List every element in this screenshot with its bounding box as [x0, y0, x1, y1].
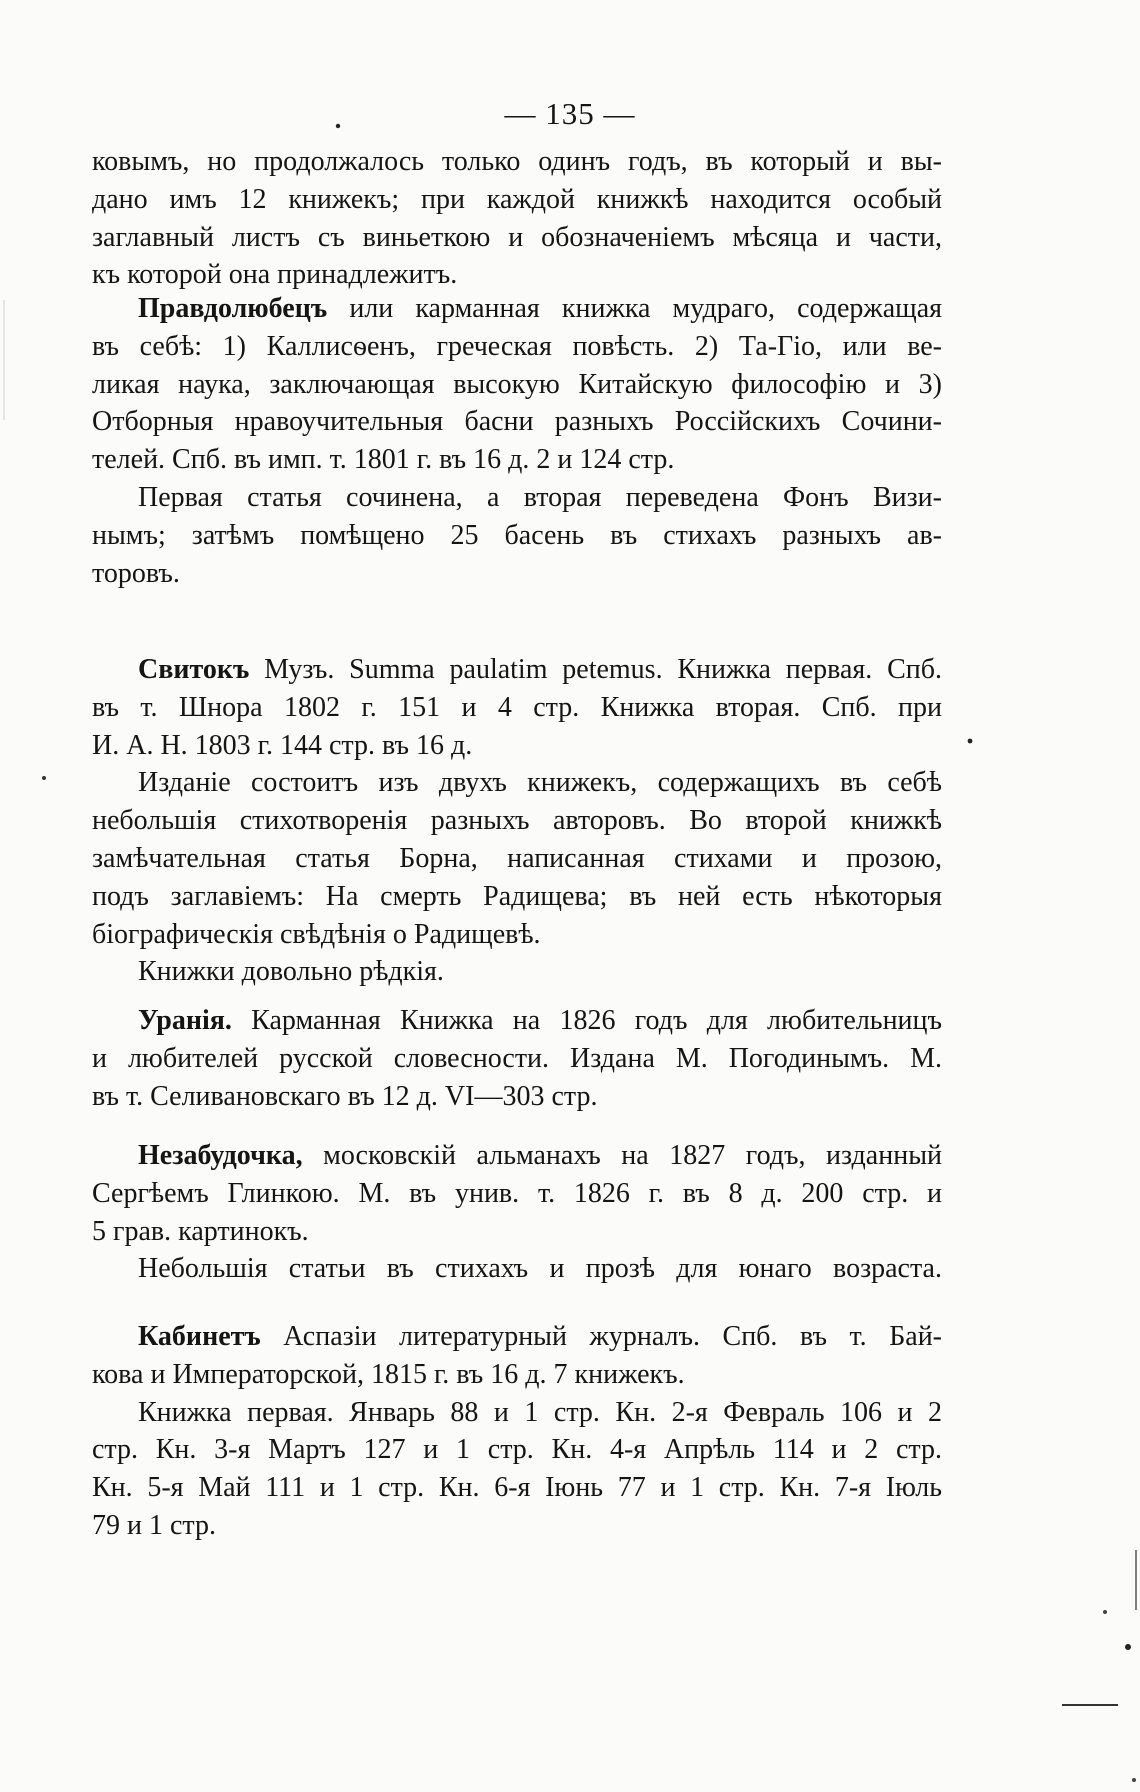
- entry-title: Незабудочка,: [138, 1140, 303, 1171]
- text-line: подъ заглавіемъ: На смерть Радищева; въ ней есть нѣкоторыя: [92, 880, 942, 912]
- text-line: Изданіе состоитъ изъ двухъ книжекъ, содержащихъ въ себѣ: [138, 767, 942, 799]
- text-line: заглавный листъ съ виньеткою и обозначеніемъ мѣсяца и части,: [92, 221, 942, 253]
- text-line: Первая статья сочинена, а вторая переведена Фонъ Визи-: [138, 481, 942, 513]
- text-line: Отборныя нравоучительныя басни разныхъ Россійскихъ Сочини-: [92, 406, 942, 438]
- text-line: и любителей русской словесности. Издана М. Погодинымъ. М.: [92, 1042, 942, 1074]
- text-line: ликая наука, заключающая высокую Китайскую философію и 3): [92, 368, 942, 400]
- entry-text: или карманная книжка мудраго, содержащая: [349, 293, 943, 324]
- text-line: въ себѣ: 1) Каллисѳенъ, греческая повѣсть. 2) Та-Гіо, или ве-: [92, 330, 942, 362]
- entry-text: Музъ. Summa paulatim petemus. Книжка первая. Спб.: [264, 654, 943, 685]
- text-line: 79 и 1 стр.: [92, 1509, 216, 1541]
- entry-title: Свитокъ: [138, 654, 250, 685]
- entry-title: Кабинетъ: [138, 1321, 261, 1352]
- entry-title: Уранія.: [138, 1005, 232, 1036]
- text-line: въ т. Селивановскаго въ 12 д. VI—303 стр.: [92, 1080, 598, 1112]
- text-line: ковымъ, но продолжалось только одинъ годъ, въ который и вы-: [92, 146, 942, 177]
- text-line: стр. Кн. 3-я Мартъ 127 и 1 стр. Кн. 4-я Апрѣль 114 и 2 стр.: [92, 1434, 942, 1466]
- text-line: телей. Спб. въ имп. т. 1801 г. въ 16 д. 2 и 124 стр.: [92, 444, 675, 476]
- text-line: къ которой она принадлежитъ.: [92, 259, 458, 291]
- text-line: И. А. Н. 1803 г. 144 стр. въ 16 д.: [92, 729, 473, 761]
- text-line: 5 грав. картинокъ.: [92, 1215, 309, 1247]
- text-line: Книжка первая. Январь 88 и 1 стр. Кн. 2-я Февраль 106 и 2: [138, 1396, 942, 1428]
- text-line: въ т. Шнора 1802 г. 151 и 4 стр. Книжка вторая. Спб. при: [92, 691, 942, 723]
- text-line: замѣчательная статья Борна, написанная стихами и прозою,: [92, 842, 942, 874]
- text-line: Книжки довольно рѣдкія.: [138, 956, 444, 988]
- entry-title: Правдолюбецъ: [138, 293, 328, 324]
- entry-text: московскій альманахъ на 1827 годъ, изданный: [323, 1140, 943, 1171]
- text-line: нымъ; затѣмъ помѣщено 25 басень въ стихахъ разныхъ ав-: [92, 519, 942, 551]
- text-line: торовъ.: [92, 557, 180, 589]
- page-number: — 135 —: [504, 96, 636, 131]
- text-line: небольшія стихотворенія разныхъ авторовъ. Во второй книжкѣ: [92, 805, 942, 837]
- text-line: біографическія свѣдѣнія о Радищевѣ.: [92, 918, 541, 950]
- text-line: дано имъ 12 книжекъ; при каждой книжкѣ находится особый: [92, 183, 942, 215]
- entry-text: Аспазіи литературный журналъ. Спб. въ т. Бай-: [283, 1321, 943, 1352]
- text-line: Небольшія статьи въ стихахъ и прозѣ для юнаго возраста.: [138, 1253, 942, 1285]
- entry-text: Карманная Книжка на 1826 годъ для любительницъ: [251, 1005, 943, 1036]
- text-line: кова и Императорской, 1815 г. въ 16 д. 7 книжекъ.: [92, 1358, 685, 1390]
- text-line: Кн. 5-я Май 111 и 1 стр. Кн. 6-я Іюнь 77 и 1 стр. Кн. 7-я Іюль: [92, 1472, 942, 1504]
- text-line: Сергѣемъ Глинкою. М. въ унив. т. 1826 г. въ 8 д. 200 стр. и: [92, 1177, 942, 1209]
